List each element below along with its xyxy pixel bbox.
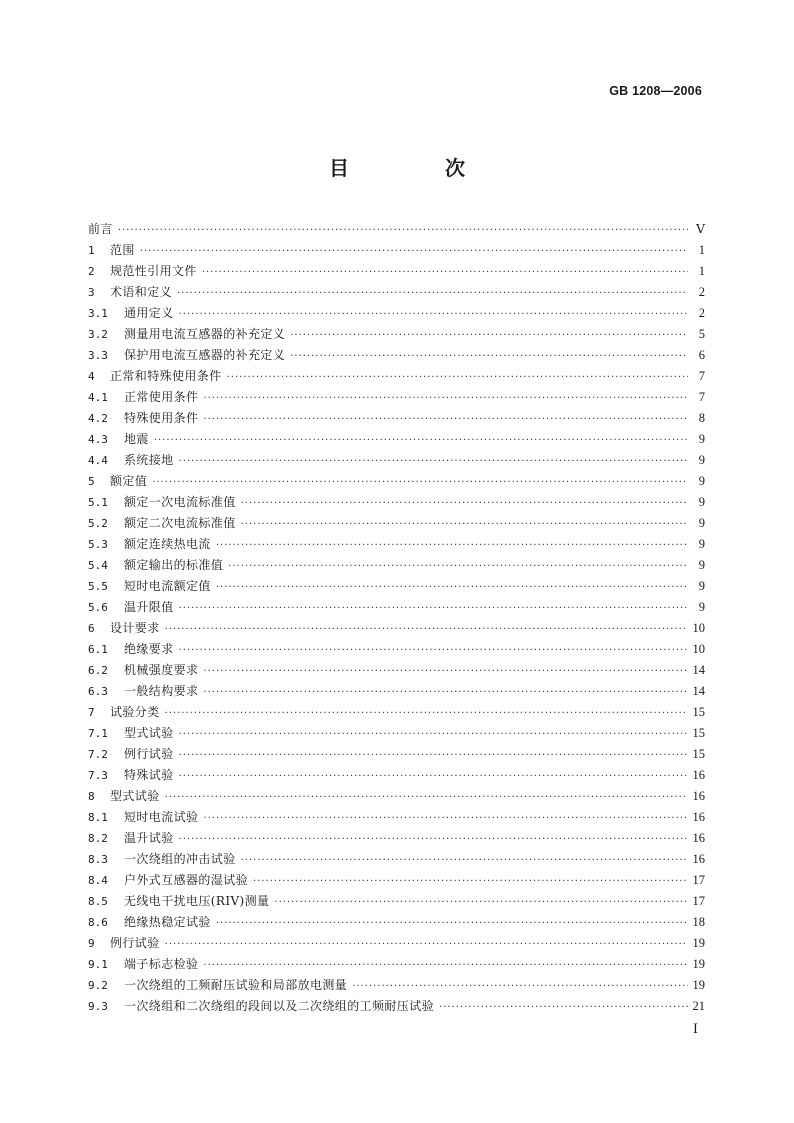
toc-entry-page: 9 xyxy=(698,453,705,467)
toc-entry-page: 9 xyxy=(698,579,705,593)
toc-entry-number: 7.1 xyxy=(88,727,108,740)
toc-entry-number: 5.6 xyxy=(88,601,108,614)
toc-entry-page: 16 xyxy=(692,852,705,866)
toc-entry-label: 绝缘要求 xyxy=(124,642,174,656)
toc-entry-label: 一般结构要求 xyxy=(124,684,199,698)
toc-entry-number: 6.1 xyxy=(88,643,108,656)
toc-entry[interactable] xyxy=(88,618,705,639)
toc-entry-page: 6 xyxy=(698,348,705,362)
toc-entry-number: 4.3 xyxy=(88,433,108,446)
toc-entry[interactable] xyxy=(88,534,705,555)
toc-entry-label: 户外式互感器的湿试验 xyxy=(124,873,249,887)
toc-entry-number: 5.1 xyxy=(88,496,108,509)
toc-leader-dots xyxy=(165,787,688,808)
toc-entry-number: 8.3 xyxy=(88,853,108,866)
toc-entry-page: 9 xyxy=(698,558,705,572)
toc-entry[interactable] xyxy=(88,870,705,891)
toc-entry[interactable] xyxy=(88,261,705,282)
toc-entry-label: 温升限值 xyxy=(124,600,174,614)
toc-leader-dots xyxy=(154,430,688,451)
toc-entry[interactable] xyxy=(88,954,705,975)
toc-entry-label: 范围 xyxy=(110,243,135,257)
toc-entry-label: 端子标志检验 xyxy=(124,957,199,971)
toc-entry[interactable] xyxy=(88,828,705,849)
toc-leader-dots xyxy=(241,493,688,514)
toc-entry-label: 型式试验 xyxy=(124,726,174,740)
toc-leader-dots xyxy=(228,556,688,577)
toc-entry-label: 保护用电流互感器的补充定义 xyxy=(124,348,286,362)
toc-entry-number: 4.1 xyxy=(88,391,108,404)
toc-entry-page: 9 xyxy=(698,537,705,551)
toc-entry[interactable] xyxy=(88,660,705,681)
toc-entry-page: 8 xyxy=(698,411,705,425)
toc-entry-page: 17 xyxy=(692,873,705,887)
toc-entry-label: 例行试验 xyxy=(124,747,174,761)
toc-entry-label: 设计要求 xyxy=(110,621,160,635)
toc-entry-label: 额定连续热电流 xyxy=(124,537,211,551)
toc-entry[interactable] xyxy=(88,702,705,723)
toc-entry-label: 一次绕组的冲击试验 xyxy=(124,852,236,866)
toc-entry-label: 正常和特殊使用条件 xyxy=(110,369,222,383)
toc-entry[interactable] xyxy=(88,744,705,765)
toc-leader-dots xyxy=(177,283,688,304)
toc-entry-number: 4.4 xyxy=(88,454,108,467)
toc-entry-page: 19 xyxy=(692,957,705,971)
toc-entry-number: 5.4 xyxy=(88,559,108,572)
toc-entry-number: 5 xyxy=(88,475,95,488)
toc-entry[interactable] xyxy=(88,219,705,240)
toc-leader-dots xyxy=(227,367,688,388)
toc-entry-page: 2 xyxy=(698,285,705,299)
toc-entry-number: 7 xyxy=(88,706,95,719)
toc-entry[interactable] xyxy=(88,513,705,534)
toc-entry-page: 10 xyxy=(692,621,705,635)
toc-entry-number: 8.1 xyxy=(88,811,108,824)
toc-entry-label: 地震 xyxy=(124,432,149,446)
toc-entry-label: 通用定义 xyxy=(124,306,174,320)
toc-leader-dots xyxy=(165,703,688,724)
toc-entry-label: 机械强度要求 xyxy=(124,663,199,677)
toc-entry-page: 1 xyxy=(698,264,705,278)
toc-entry-number: 2 xyxy=(88,265,95,278)
toc-entry-page: 16 xyxy=(692,768,705,782)
toc-entry[interactable] xyxy=(88,681,705,702)
toc-entry-label: 系统接地 xyxy=(124,453,174,467)
toc-entry[interactable] xyxy=(88,555,705,576)
toc-entry-page: 16 xyxy=(692,810,705,824)
toc-entry-page: 18 xyxy=(692,915,705,929)
toc-leader-dots xyxy=(179,766,688,787)
toc-leader-dots xyxy=(290,346,688,367)
toc-entry-number: 7.3 xyxy=(88,769,108,782)
toc-entry-label: 短时电流额定值 xyxy=(124,579,211,593)
toc-leader-dots xyxy=(179,724,688,745)
toc-leader-dots xyxy=(203,388,688,409)
toc-entry-page: 15 xyxy=(692,726,705,740)
toc-entry-number: 4.2 xyxy=(88,412,108,425)
toc-leader-dots xyxy=(203,661,687,682)
toc-entry-label: 规范性引用文件 xyxy=(110,264,197,278)
toc-leader-dots xyxy=(118,220,688,241)
toc-entry[interactable] xyxy=(88,912,705,933)
toc-entry-label: 特殊试验 xyxy=(124,768,174,782)
toc-entry-number: 9.1 xyxy=(88,958,108,971)
toc-entry-page: 9 xyxy=(698,432,705,446)
page-title: 目 次 xyxy=(329,156,503,180)
toc-entry[interactable] xyxy=(88,807,705,828)
toc-entry-label: 额定值 xyxy=(110,474,148,488)
toc-leader-dots xyxy=(216,577,688,598)
toc-entry[interactable] xyxy=(88,723,705,744)
toc-entry-page: 2 xyxy=(698,306,705,320)
toc-entry-page: 1 xyxy=(698,243,705,257)
toc-entry[interactable] xyxy=(88,429,705,450)
toc-leader-dots xyxy=(203,808,687,829)
toc-entry-page: 9 xyxy=(698,516,705,530)
toc-entry[interactable] xyxy=(88,450,705,471)
toc-entry[interactable] xyxy=(88,345,705,366)
toc-entry-label: 一次绕组和二次绕组的段间以及二次绕组的工频耐压试验 xyxy=(124,999,435,1013)
toc-entry-page: 17 xyxy=(692,894,705,908)
toc-entry-number: 7.2 xyxy=(88,748,108,761)
toc-entry-label: 额定输出的标准值 xyxy=(124,558,224,572)
toc-entry[interactable] xyxy=(88,933,705,954)
toc-entry-label: 正常使用条件 xyxy=(124,390,199,404)
toc-entry-page: 9 xyxy=(698,600,705,614)
toc-entry[interactable] xyxy=(88,492,705,513)
toc-leader-dots xyxy=(179,829,688,850)
toc-leader-dots xyxy=(179,745,688,766)
toc-leader-dots xyxy=(203,955,687,976)
toc-entry-label: 额定一次电流标准值 xyxy=(124,495,236,509)
toc-entry[interactable] xyxy=(88,786,705,807)
toc-leader-dots xyxy=(216,535,688,556)
toc-entry-number: 9 xyxy=(88,937,95,950)
toc-entry-page: 19 xyxy=(692,978,705,992)
toc-leader-dots xyxy=(274,892,687,913)
toc-entry-number: 6 xyxy=(88,622,95,635)
toc-entry-label: 试验分类 xyxy=(110,705,160,719)
toc-leader-dots xyxy=(253,871,687,892)
toc-entry-label: 特殊使用条件 xyxy=(124,411,199,425)
toc-entry-number: 3.1 xyxy=(88,307,108,320)
toc-leader-dots xyxy=(203,682,687,703)
toc-entry-label: 术语和定义 xyxy=(110,285,173,299)
toc-leader-dots xyxy=(439,997,687,1018)
toc-entry[interactable] xyxy=(88,387,705,408)
toc-entry-page: 9 xyxy=(698,495,705,509)
toc-entry-label: 短时电流试验 xyxy=(124,810,199,824)
toc-leader-dots xyxy=(241,514,688,535)
toc-entry[interactable] xyxy=(88,576,705,597)
toc-entry-page: 7 xyxy=(698,369,705,383)
toc-entry[interactable] xyxy=(88,996,705,1017)
toc-entry-label: 测量用电流互感器的补充定义 xyxy=(124,327,286,341)
page-number: Ⅰ xyxy=(692,1021,698,1036)
table-of-contents xyxy=(88,219,705,1017)
toc-entry[interactable] xyxy=(88,240,705,261)
toc-leader-dots xyxy=(202,262,688,283)
toc-entry-page: 10 xyxy=(692,642,705,656)
toc-entry-number: 5.5 xyxy=(88,580,108,593)
toc-entry-label: 前言 xyxy=(88,222,113,236)
toc-entry[interactable] xyxy=(88,975,705,996)
toc-leader-dots xyxy=(352,976,687,997)
toc-entry-label: 例行试验 xyxy=(110,936,160,950)
toc-entry-page: 7 xyxy=(698,390,705,404)
toc-leader-dots xyxy=(290,325,688,346)
toc-entry-label: 型式试验 xyxy=(110,789,160,803)
toc-entry[interactable] xyxy=(88,891,705,912)
toc-leader-dots xyxy=(216,913,688,934)
toc-entry-number: 8.6 xyxy=(88,916,108,929)
toc-entry-number: 3.3 xyxy=(88,349,108,362)
toc-entry-number: 5.3 xyxy=(88,538,108,551)
toc-entry-number: 8.4 xyxy=(88,874,108,887)
toc-entry[interactable] xyxy=(88,639,705,660)
toc-entry-page: 15 xyxy=(692,747,705,761)
toc-entry-number: 8.2 xyxy=(88,832,108,845)
toc-entry-page: 19 xyxy=(692,936,705,950)
toc-leader-dots xyxy=(165,934,688,955)
toc-entry[interactable] xyxy=(88,324,705,345)
toc-entry-label: 无线电干扰电压(RIV)测量 xyxy=(124,894,270,908)
toc-entry[interactable] xyxy=(88,765,705,786)
toc-leader-dots xyxy=(179,640,688,661)
toc-leader-dots xyxy=(140,241,688,262)
toc-entry-page: 9 xyxy=(698,474,705,488)
toc-entry-page: 16 xyxy=(692,831,705,845)
toc-entry-page: 16 xyxy=(692,789,705,803)
toc-entry-label: 温升试验 xyxy=(124,831,174,845)
toc-entry[interactable] xyxy=(88,849,705,870)
standard-code: GB 1208—2006 xyxy=(609,84,702,98)
toc-entry[interactable] xyxy=(88,303,705,324)
toc-leader-dots xyxy=(179,451,688,472)
toc-entry-number: 3.2 xyxy=(88,328,108,341)
toc-entry-page: Ⅴ xyxy=(695,222,705,236)
toc-entry-number: 8 xyxy=(88,790,95,803)
toc-entry[interactable] xyxy=(88,471,705,492)
toc-entry-number: 6.2 xyxy=(88,664,108,677)
toc-entry-number: 3 xyxy=(88,286,95,299)
toc-leader-dots xyxy=(179,304,688,325)
toc-leader-dots xyxy=(241,850,688,871)
toc-entry-number: 4 xyxy=(88,370,95,383)
toc-entry-page: 14 xyxy=(692,684,705,698)
toc-entry-number: 6.3 xyxy=(88,685,108,698)
toc-entry[interactable] xyxy=(88,366,705,387)
toc-entry-label: 一次绕组的工频耐压试验和局部放电测量 xyxy=(124,978,348,992)
toc-entry[interactable] xyxy=(88,408,705,429)
toc-entry-page: 21 xyxy=(692,999,705,1013)
toc-entry-number: 8.5 xyxy=(88,895,108,908)
toc-entry-page: 14 xyxy=(692,663,705,677)
toc-entry-number: 1 xyxy=(88,244,95,257)
toc-entry-label: 额定二次电流标准值 xyxy=(124,516,236,530)
toc-entry-label: 绝缘热稳定试验 xyxy=(124,915,211,929)
toc-entry-page: 15 xyxy=(692,705,705,719)
toc-entry[interactable] xyxy=(88,597,705,618)
toc-leader-dots xyxy=(179,598,688,619)
toc-entry-page: 5 xyxy=(698,327,705,341)
toc-entry-number: 9.3 xyxy=(88,1000,108,1013)
toc-entry[interactable] xyxy=(88,282,705,303)
toc-entry-number: 5.2 xyxy=(88,517,108,530)
toc-leader-dots xyxy=(203,409,688,430)
toc-entry-number: 9.2 xyxy=(88,979,108,992)
toc-leader-dots xyxy=(152,472,688,493)
toc-leader-dots xyxy=(165,619,688,640)
